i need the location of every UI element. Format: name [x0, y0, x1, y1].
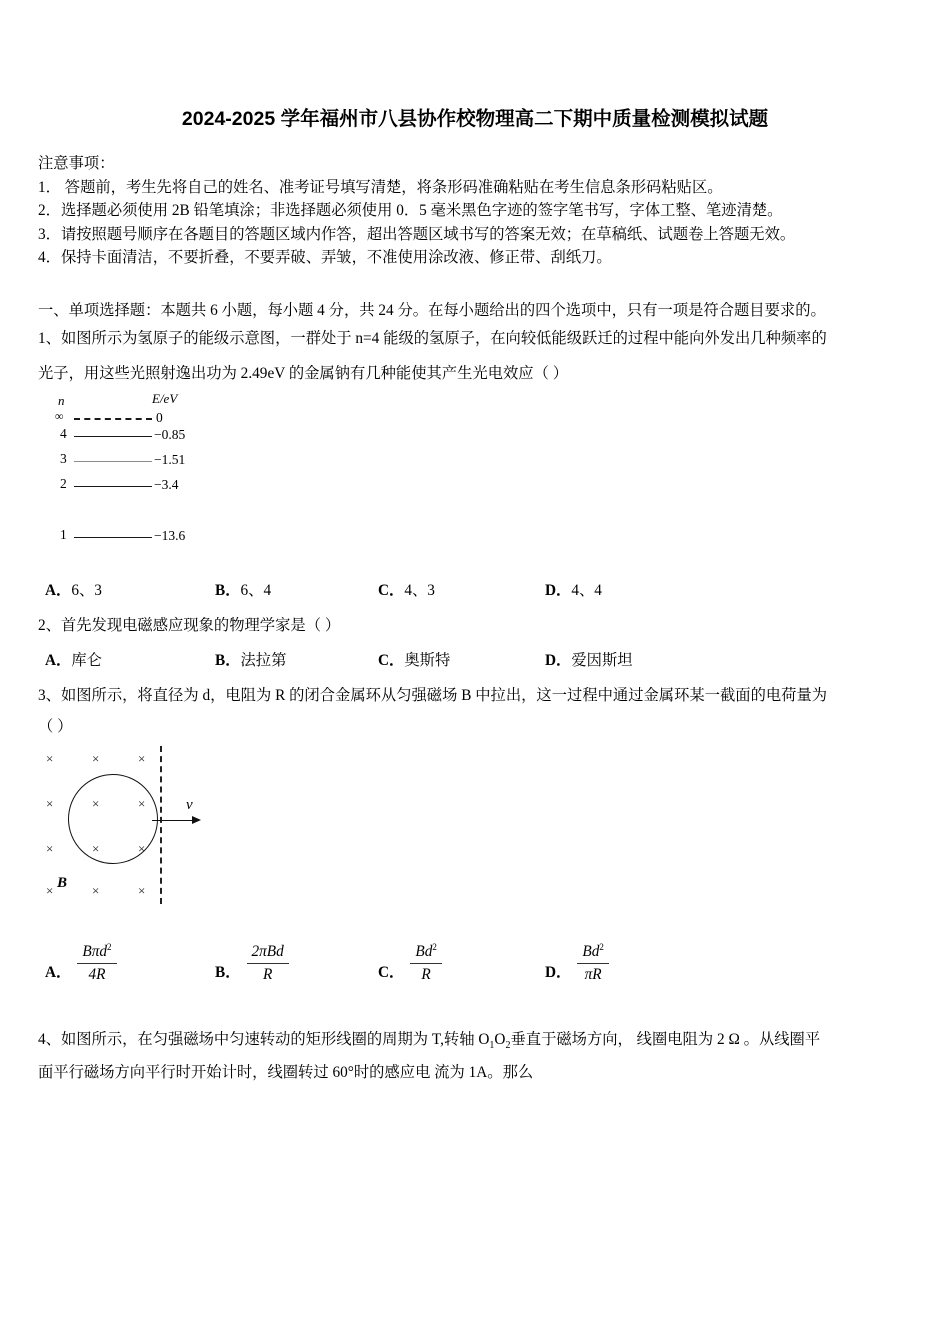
question-3-options: [38, 933, 933, 989]
energy-level-label-1: 1: [60, 527, 67, 542]
option-1-B[interactable]: [215, 578, 271, 600]
option-1-A[interactable]: [45, 578, 102, 600]
energy-axis-label-E: E/eV: [152, 391, 178, 406]
option-2-D-text: 爱因斯坦: [571, 652, 633, 669]
option-1-D-label: D．: [545, 582, 572, 599]
option-1-A-label: A．: [45, 582, 72, 599]
option-3-B-fraction: [247, 938, 289, 983]
field-cross-icon: ×: [46, 796, 54, 811]
notice-line-4: 4．保持卡面清洁，不要折叠，不要弄破、弄皱，不准使用涂改液、修正带、刮纸刀。: [38, 249, 612, 266]
option-3-D-label: D．: [545, 964, 572, 981]
energy-level-value-infinity: 0: [156, 410, 163, 425]
field-cross-icon: ×: [138, 841, 146, 856]
option-3-D-fraction: [577, 938, 609, 983]
option-3-A-label: A．: [45, 964, 72, 981]
question-4-subscript-2: 2: [505, 1040, 511, 1052]
energy-level-value-2: −3.4: [154, 477, 179, 492]
option-3-D[interactable]: [545, 933, 609, 989]
field-cross-icon: ×: [138, 751, 146, 766]
option-3-A[interactable]: [45, 933, 117, 989]
field-cross-icon: ×: [138, 796, 146, 811]
question-1-line-1: 1、如图所示为氢原子的能级示意图，一群处于 n=4 能级的氢原子，在向较低能级跃迁的过程中能向外发出几种频率的: [38, 330, 827, 347]
velocity-label: v: [186, 797, 193, 813]
question-2-options: [38, 648, 933, 670]
energy-level-line-infinity: [74, 418, 152, 420]
option-2-C-label: C．: [378, 652, 405, 669]
option-2-B[interactable]: [215, 648, 286, 670]
energy-level-line-3: [74, 461, 152, 462]
notice-line-1: 1． 答题前，考生先将自己的姓名、准考证号填写清楚，将条形码准确粘贴在考生信息条形码粘贴区。: [38, 178, 723, 196]
energy-level-line-4: [74, 436, 152, 437]
field-cross-icon: ×: [92, 751, 100, 766]
option-1-C[interactable]: [378, 578, 435, 600]
notice-line-2: 2．选择题必须使用 2B 铅笔填涂；非选择题必须使用 0．5 毫米黑色字迹的签字笔书写，字体工整、笔迹清楚。: [38, 202, 783, 219]
option-3-C-numerator: Bd$^2$: [410, 938, 442, 963]
option-2-D-label: D．: [545, 652, 572, 669]
page-title: 2024-2025 学年福州市八县协作校物理高二下期中质量检测模拟试题: [181, 108, 769, 130]
energy-level-label-infinity: ∞: [55, 409, 64, 423]
option-3-D-numerator: Bd$^2$: [577, 938, 609, 963]
energy-level-label-3: 3: [60, 451, 67, 466]
question-4-part-c: 垂直于磁场方向， 线圈电阻为 2 Ω 。从线圈平: [510, 1031, 821, 1048]
option-2-A-text: 库仑: [71, 652, 102, 669]
energy-level-line-2: [74, 486, 152, 487]
option-1-D-text: 4、4: [571, 582, 602, 599]
option-2-B-text: 法拉第: [240, 652, 287, 669]
notice-line-3: 3．请按照题号顺序在各题目的答题区域内作答，超出答题区域书写的答案无效；在草稿纸、试题卷上答题无效。: [38, 225, 796, 243]
question-1-line-2: 光子，用这些光照射逸出功为 2.49eV 的金属钠有几种能使其产生光电效应（ ）: [38, 365, 569, 382]
question-4-part-b: O: [494, 1031, 506, 1048]
field-cross-icon: ×: [46, 841, 54, 856]
question-4-line-1: [38, 1028, 950, 1057]
option-2-D[interactable]: [545, 648, 633, 670]
option-3-C-denominator: R: [421, 965, 431, 983]
option-3-D-denominator: πR: [584, 965, 602, 983]
energy-axis-label-n: n: [58, 393, 65, 408]
energy-level-label-2: 2: [60, 476, 67, 491]
option-3-B-label: B．: [215, 964, 241, 981]
conducting-loop-circle: [68, 774, 158, 864]
option-2-C-text: 奥斯特: [404, 652, 451, 669]
energy-level-value-1: −13.6: [154, 528, 186, 543]
option-3-C-fraction: [410, 938, 442, 983]
option-3-B[interactable]: [215, 933, 289, 989]
option-3-C[interactable]: [378, 933, 442, 989]
option-3-B-numerator: 2πBd: [247, 938, 289, 963]
question-4-part-a: 4、如图所示，在匀强磁场中匀速转动的矩形线圈的周期为 T,转轴 O: [38, 1031, 490, 1048]
question-4-subscript-1: 1: [489, 1040, 495, 1052]
energy-level-diagram: [52, 393, 252, 558]
notices-block: [38, 152, 928, 270]
field-cross-icon: ×: [92, 841, 100, 856]
energy-level-value-3: −1.51: [154, 452, 186, 467]
field-cross-icon: ×: [92, 796, 100, 811]
field-cross-icon: ×: [46, 883, 54, 898]
option-1-C-label: C．: [378, 582, 405, 599]
option-3-C-label: C．: [378, 964, 405, 981]
option-3-A-fraction: [77, 938, 116, 983]
magnetic-field-loop-diagram: [36, 744, 236, 909]
option-1-D[interactable]: [545, 578, 602, 600]
section-header-single-choice: 一、单项选择题：本题共 6 小题，每小题 4 分，共 24 分。在每小题给出的四个选项中，只有一项是符合题目要求的。: [38, 302, 826, 319]
field-boundary-dashed-line: [160, 746, 162, 904]
option-2-C[interactable]: [378, 648, 450, 670]
notices-heading: 注意事项：: [38, 155, 115, 172]
question-3-line-1: 3、如图所示，将直径为 d，电阻为 R 的闭合金属环从匀强磁场 B 中拉出，这一过程中通过金属环某一截面的电荷量为: [38, 687, 828, 704]
option-1-B-text: 6、4: [240, 582, 272, 599]
option-3-B-denominator: R: [262, 965, 273, 983]
velocity-arrow-line: [152, 820, 194, 821]
field-cross-icon: ×: [92, 883, 100, 898]
field-cross-icon: ×: [138, 883, 146, 898]
question-3-line-2: （ ）: [38, 718, 73, 735]
energy-level-line-1: [74, 537, 152, 538]
magnetic-field-label: B: [57, 875, 68, 891]
option-2-B-label: B．: [215, 652, 241, 669]
question-1-options: [38, 578, 933, 600]
velocity-arrow-head: [192, 816, 201, 824]
option-1-B-label: B．: [215, 582, 241, 599]
energy-level-value-4: −0.85: [154, 427, 186, 442]
option-3-A-denominator: 4R: [88, 965, 106, 983]
energy-level-label-4: 4: [60, 426, 67, 441]
option-2-A-label: A．: [45, 652, 72, 669]
question-4-line-2: 面平行磁场方向平行时开始计时，线圈转过 60°时的感应电 流为 1A。那么: [38, 1064, 534, 1081]
option-1-A-text: 6、3: [71, 582, 102, 599]
question-2-line-1: 2、首先发现电磁感应现象的物理学家是（ ）: [38, 617, 341, 634]
field-cross-icon: ×: [46, 751, 54, 766]
option-3-A-numerator: Bπd$^2$: [77, 938, 116, 963]
option-2-A[interactable]: [45, 648, 102, 670]
option-1-C-text: 4、3: [404, 582, 435, 599]
